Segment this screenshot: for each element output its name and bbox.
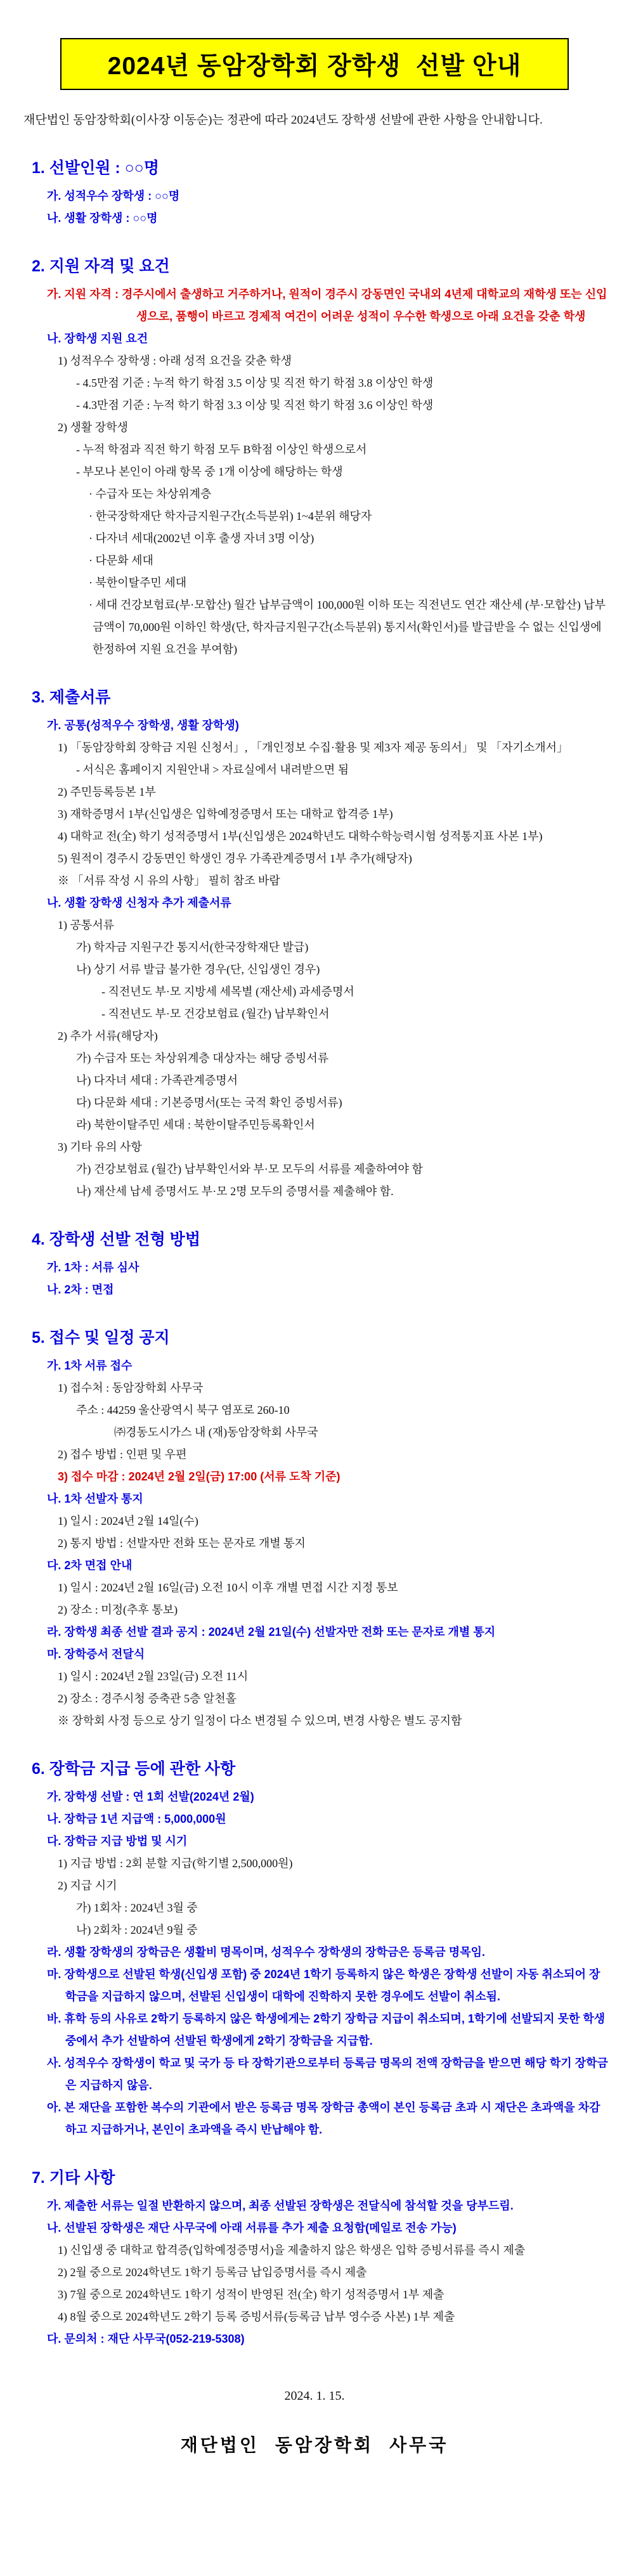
doc-line: 1) 「동암장학회 장학금 지원 신청서」, 「개인정보 수집·활용 및 제3자 제공 동의서」 및 「자기소개서」 (58, 741, 569, 754)
doc-line: 나. 생활 장학생 신청자 추가 제출서류 (47, 896, 231, 909)
section-heading: 1. 선발인원 : ○○명 (32, 159, 159, 177)
doc-line: 주소 : 44259 울산광역시 북구 염포로 260-10 (76, 1404, 290, 1416)
doc-line: 나. 장학생 지원 요건 (47, 332, 148, 345)
doc-line: 나. 1차 선발자 통지 (47, 1492, 143, 1505)
doc-line: - 부모나 본인이 아래 항목 중 1개 이상에 해당하는 학생 (76, 465, 343, 478)
doc-line: 가. 성적우수 장학생 : ○○명 (47, 190, 180, 202)
doc-line: 가. 1차 : 서류 심사 (47, 1261, 139, 1274)
doc-line: - 서식은 홈페이지 지원안내 > 자료실에서 내려받으면 됨 (76, 763, 349, 776)
doc-line: 다. 장학금 지급 방법 및 시기 (47, 1835, 188, 1848)
doc-line: 사. 성적우수 장학생이 학교 및 국가 등 타 장학기관으로부터 등록금 명목의 전액 장학금을 받으면 해당 학기 장학금은 지급하지 않음. (47, 2057, 608, 2092)
doc-line: 가) 1회차 : 2024년 3월 중 (76, 1901, 198, 1914)
doc-line: 다. 2차 면접 안내 (47, 1559, 133, 1572)
doc-line: ※ 장학회 사정 등으로 상기 일정이 다소 변경될 수 있으며, 변경 사항은 별도 공지함 (58, 1714, 462, 1727)
doc-line: 나. 생활 장학생 : ○○명 (47, 212, 158, 224)
doc-line: 라. 장학생 최종 선발 결과 공지 : 2024년 2월 21일(수) 선발자만 전화 또는 문자로 개별 통지 (47, 1626, 496, 1638)
section-heading: 3. 제출서류 (32, 689, 111, 706)
doc-line: 가) 건강보험료 (월간) 납부확인서와 부·모 모두의 서류를 제출하여야 함 (76, 1163, 423, 1175)
doc-line: - 4.5만점 기준 : 누적 학기 학점 3.5 이상 및 직전 학기 학점 3.8 이상인 학생 (76, 377, 434, 389)
doc-line: 나) 2회차 : 2024년 9월 중 (76, 1924, 198, 1936)
doc-line: 2) 주민등록등본 1부 (58, 786, 156, 798)
doc-line: 라) 북한이탈주민 세대 : 북한이탈주민등록확인서 (76, 1118, 315, 1131)
footer-date: 2024. 1. 15. (284, 2389, 345, 2403)
footer-organization: 재단법인 동암장학회 사무국 (180, 2436, 449, 2456)
doc-line: 2) 2월 중으로 2024학년도 1학기 등록금 납입증명서를 즉시 제출 (58, 2266, 367, 2279)
doc-line: · 다자녀 세대(2002년 이후 출생 자녀 3명 이상) (89, 532, 314, 545)
doc-line: · 북한이탈주민 세대 (89, 576, 187, 589)
doc-line: - 4.3만점 기준 : 누적 학기 학점 3.3 이상 및 직전 학기 학점 3.6 이상인 학생 (76, 399, 434, 411)
section (0, 157, 629, 230)
section-heading: 5. 접수 및 일정 공지 (32, 1329, 170, 1347)
doc-line: 가) 학자금 지원구간 통지서(한국장학재단 발급) (76, 941, 309, 954)
doc-line: 1) 일시 : 2024년 2월 23일(금) 오전 11시 (58, 1670, 249, 1683)
doc-line: 1) 성적우수 장학생 : 아래 성적 요건을 갖춘 학생 (58, 354, 292, 367)
doc-line: 2) 추가 서류(해당자) (58, 1030, 158, 1042)
doc-line: 3) 접수 마감 : 2024년 2월 2일(금) 17:00 (서류 도착 기준) (58, 1470, 340, 1483)
doc-line: · 다문화 세대 (89, 554, 153, 567)
section-heading: 4. 장학생 선발 전형 방법 (32, 1231, 200, 1248)
doc-line: 3) 7월 중으로 2024학년도 1학기 성적이 반영된 전(全) 학기 성적증명서 1부 제출 (58, 2288, 444, 2301)
doc-line: 나. 선발된 장학생은 재단 사무국에 아래 서류를 추가 제출 요청함(메일로 전송 가능) (47, 2222, 457, 2234)
doc-line: 1) 일시 : 2024년 2월 14일(수) (58, 1515, 198, 1527)
doc-line: 2) 장소 : 경주시청 증축관 5층 알천홀 (58, 1692, 237, 1705)
doc-line: 2) 지급 시기 (58, 1879, 117, 1892)
section (0, 1326, 629, 1732)
doc-line: 5) 원적이 경주시 강동면인 학생인 경우 가족관계증명서 1부 추가(해당자) (58, 852, 412, 865)
doc-line: 2) 통지 방법 : 선발자만 전화 또는 문자로 개별 통지 (58, 1537, 306, 1550)
section (0, 2166, 629, 2350)
doc-line: 아. 본 재단을 포함한 복수의 기관에서 받은 등록금 명목 장학금 총액이 본인 등록금 초과 시 재단은 초과액을 차감하고 지급하거나, 본인이 초과액을 즉시 반납해야 함. (47, 2101, 600, 2136)
doc-line: · 세대 건강보험료(부·모합산) 월간 납부금액이 100,000원 이하 또는 직전년도 연간 재산세 (부·모합산) 납부 금액이 70,000원 이하인 학생(단, 학자금지원구간(소득분위) 통지서(확인서)를 발급받을 수 없는 신입생에 한정하여 지원 요건을 부여함) (89, 599, 606, 656)
title-banner (60, 38, 569, 90)
doc-line: 2) 장소 : 미정(추후 통보) (58, 1603, 178, 1616)
doc-line: 3) 기타 유의 사항 (58, 1141, 142, 1153)
doc-line: 나) 재산세 납세 증명서도 부·모 2명 모두의 증명서를 제출해야 함. (76, 1185, 394, 1198)
doc-line: 1) 지급 방법 : 2회 분할 지급(학기별 2,500,000원) (58, 1857, 293, 1870)
doc-line: 가. 공통(성적우수 장학생, 생활 장학생) (47, 719, 239, 732)
doc-line: 3) 재학증명서 1부(신입생은 입학예정증명서 또는 대학교 합격증 1부) (58, 808, 393, 820)
document-footer (0, 2385, 629, 2457)
section-heading: 6. 장학금 지급 등에 관한 사항 (32, 1760, 236, 1778)
section-heading: 7. 기타 사항 (32, 2169, 115, 2187)
doc-line: · 수급자 또는 차상위계층 (89, 488, 212, 500)
doc-line: - 누적 학점과 직전 학기 학점 모두 B학점 이상인 학생으로서 (76, 443, 367, 456)
doc-line: ㈜경동도시가스 내 (재)동암장학회 사무국 (114, 1426, 318, 1439)
doc-line: 가. 1차 서류 접수 (47, 1359, 133, 1372)
doc-line: 4) 8월 중으로 2024학년도 2학기 등록 증빙서류(등록금 납부 영수증 사본) 1부 제출 (58, 2310, 455, 2323)
doc-line: 바. 휴학 등의 사유로 2학기 등록하지 않은 학생에게는 2학기 장학금 지급이 취소되며, 1학기에 선발되지 못한 학생 중에서 추가 선발하여 선발된 학생에게 2학기 장학금을 지급함. (47, 2012, 606, 2047)
doc-line: ※ 「서류 작성 시 유의 사항」 필히 참조 바람 (58, 874, 280, 887)
doc-line: 다. 문의처 : 재단 사무국(052-219-5308) (47, 2333, 245, 2345)
doc-line: 가. 지원 자격 : 경주시에서 출생하고 거주하거나, 원적이 경주시 강동면인 국내외 4년제 대학교의 재학생 또는 신입생으로, 품행이 바르고 경제적 여건이 어려운 성적이 우수한 학생으로 아래 요건을 갖춘 학생 (47, 288, 607, 323)
doc-line: 1) 공통서류 (58, 919, 115, 931)
section (0, 686, 629, 1203)
doc-line: 나) 상기 서류 발급 불가한 경우(단, 신입생인 경우) (76, 963, 320, 976)
doc-line: 마. 장학증서 전달식 (47, 1648, 145, 1660)
doc-line: 가. 장학생 선발 : 연 1회 선발(2024년 2월) (47, 1790, 254, 1803)
doc-line: · 한국장학재단 학자금지원구간(소득분위) 1~4분위 해당자 (89, 510, 372, 522)
doc-line: 마. 장학생으로 선발된 학생(신입생 포함) 중 2024년 1학기 등록하지 않은 학생은 장학생 선발이 자동 취소되어 장학금을 지급하지 않으며, 선발된 신입생이 대학에 진학하지 못한 경우에도 선발이 취소됨. (47, 1968, 600, 2003)
doc-line: - 직전년도 부·모 건강보험료 (월간) 납부확인서 (101, 1007, 330, 1020)
document-body (0, 157, 629, 2350)
page-title: 2024년 동암장학회 장학생 선발 안내 (107, 53, 522, 80)
doc-line: 나. 장학금 1년 지급액 : 5,000,000원 (47, 1813, 226, 1825)
doc-line: 다) 다문화 세대 : 기본증명서(또는 국적 확인 증빙서류) (76, 1096, 342, 1109)
section (0, 1228, 629, 1301)
doc-line: 라. 생활 장학생의 장학금은 생활비 명목이며, 성적우수 장학생의 장학금은 등록금 명목임. (47, 1946, 485, 1958)
doc-line: 나. 2차 : 면접 (47, 1283, 114, 1296)
intro-paragraph: 재단법인 동암장학회(이사장 이동순)는 정관에 따라 2024년도 장학생 선발에 관한 사항을 안내합니다. (23, 113, 543, 127)
doc-line: 나) 다자녀 세대 : 가족관계증명서 (76, 1074, 238, 1087)
section (0, 255, 629, 661)
section-heading: 2. 지원 자격 및 요건 (32, 257, 170, 275)
doc-line: - 직전년도 부·모 지방세 세목별 (재산세) 과세증명서 (101, 985, 354, 998)
section (0, 1757, 629, 2141)
doc-line: 2) 생활 장학생 (58, 421, 128, 434)
doc-line: 2) 접수 방법 : 인편 및 우편 (58, 1448, 187, 1461)
doc-line: 4) 대학교 전(全) 학기 성적증명서 1부(신입생은 2024학년도 대학수학능력시험 성적통지표 사본 1부) (58, 830, 543, 843)
doc-line: 가. 제출한 서류는 일절 반환하지 않으며, 최종 선발된 장학생은 전달식에 참석할 것을 당부드림. (47, 2199, 514, 2212)
doc-line: 1) 신입생 중 대학교 합격증(입학예정증명서)을 제출하지 않은 학생은 입학 증빙서류를 즉시 제출 (58, 2244, 526, 2256)
doc-line: 1) 접수처 : 동암장학회 사무국 (58, 1382, 204, 1394)
doc-line: 1) 일시 : 2024년 2월 16일(금) 오전 10시 이후 개별 면접 시간 지정 통보 (58, 1581, 398, 1594)
doc-line: 가) 수급자 또는 차상위계층 대상자는 해당 증빙서류 (76, 1052, 329, 1065)
